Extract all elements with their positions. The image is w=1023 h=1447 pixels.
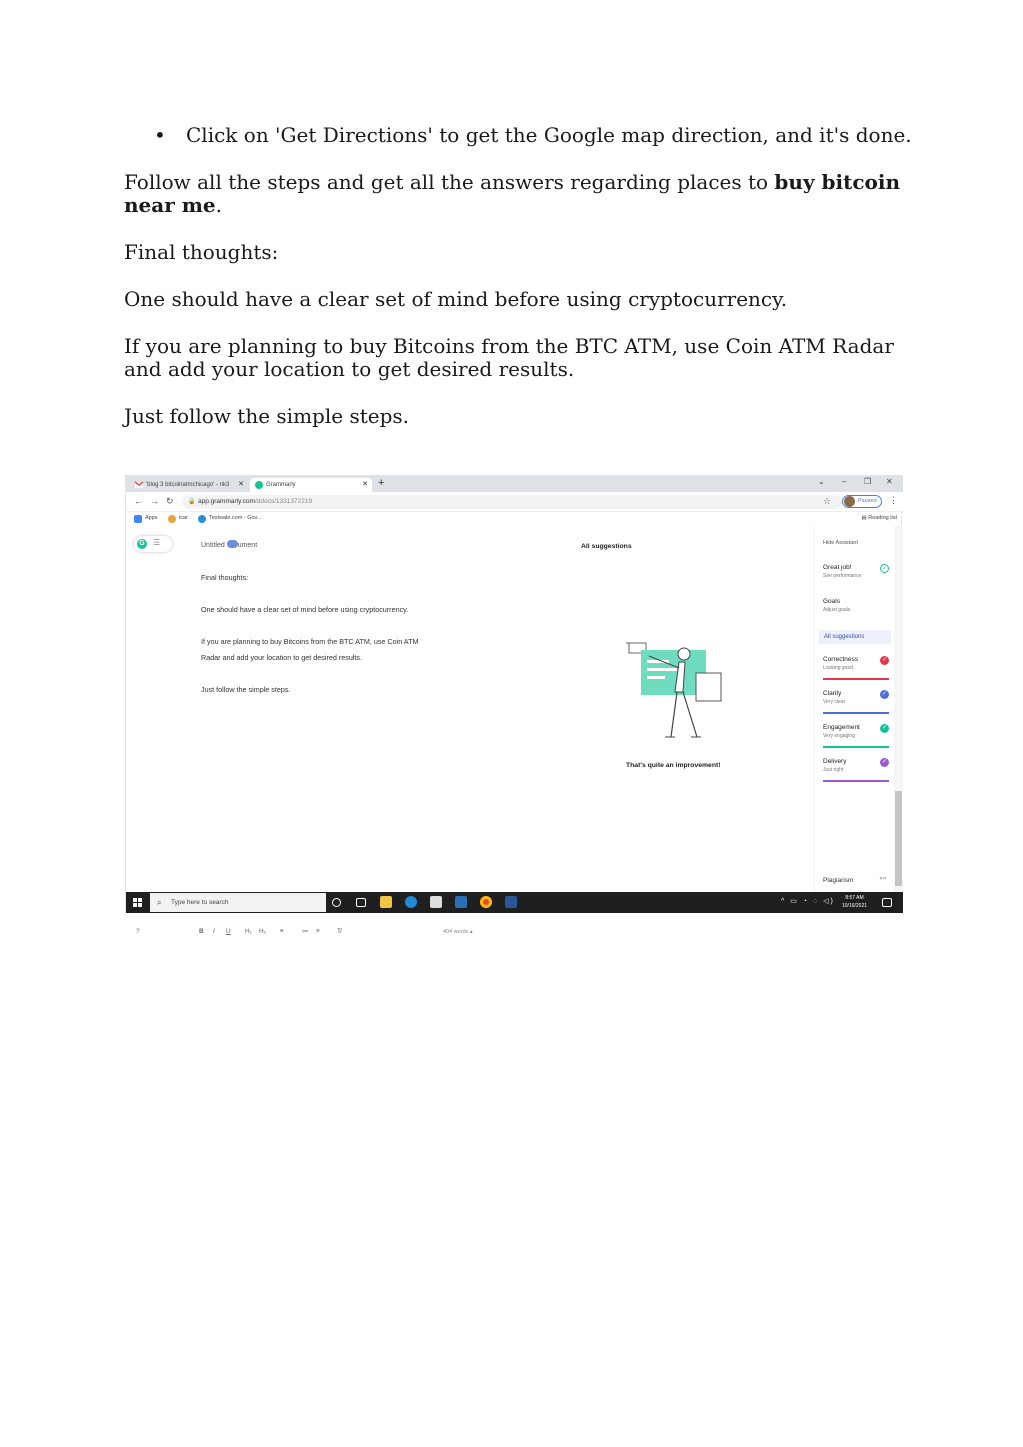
- period: .: [215, 193, 222, 217]
- store-icon[interactable]: [430, 896, 442, 908]
- clarity-bar: [823, 712, 889, 714]
- windows-taskbar: [126, 892, 903, 913]
- cursor-highlight: [227, 540, 238, 548]
- taskbar-search-input[interactable]: [150, 893, 326, 912]
- assistant-panel: [814, 526, 894, 892]
- url-host: app.grammarly.com: [198, 498, 255, 505]
- goals-title: Goals: [823, 598, 840, 605]
- plagiarism-label: Plagiarism: [823, 877, 854, 884]
- delivery-title: Delivery: [823, 758, 847, 765]
- bookmark-testwale-label: Testwale.com - Gov...: [209, 515, 262, 521]
- grammarly-icon: [255, 481, 263, 489]
- clock-time: 8:57 AM: [845, 895, 864, 901]
- close-icon[interactable]: ✕: [362, 481, 368, 488]
- ordered-list-icon[interactable]: ≔: [302, 928, 309, 935]
- more-menu-icon[interactable]: ⋮: [889, 495, 898, 505]
- mail-icon[interactable]: [455, 896, 467, 908]
- chevron-down-icon[interactable]: ⌄: [818, 477, 825, 486]
- paragraph-simple-steps: Just follow the simple steps.: [124, 404, 409, 428]
- grammarly-menu-button[interactable]: [134, 536, 172, 552]
- notifications-icon[interactable]: [882, 898, 892, 907]
- bullet-text: Click on 'Get Directions' to get the Google map direction, and it's done.: [186, 123, 912, 147]
- scrollbar-thumb[interactable]: [895, 791, 902, 886]
- bookmark-icar-label: icar: [179, 515, 188, 521]
- editor-toolbar: [126, 924, 814, 940]
- chrome-icon[interactable]: [480, 896, 492, 908]
- lock-icon: 🔒: [188, 499, 196, 505]
- editor-line[interactable]: Radar and add your location to get desired results.: [201, 653, 363, 662]
- bold-icon[interactable]: B: [199, 928, 204, 935]
- paragraph-clear-mind: One should have a clear set of mind before using cryptocurrency.: [124, 287, 788, 311]
- minimize-icon[interactable]: –: [842, 477, 847, 486]
- tab-grammarly-label: Grammarly: [266, 482, 296, 488]
- check-icon: ✓: [881, 566, 888, 572]
- check-icon: ✓: [881, 759, 888, 765]
- bookmarks-bar: [126, 512, 903, 525]
- new-tab-icon[interactable]: +: [378, 477, 385, 489]
- heading2-icon[interactable]: H₂: [259, 928, 267, 935]
- bold-keyword: buy bitcoin near me: [124, 170, 901, 217]
- great-job-item[interactable]: [823, 564, 889, 579]
- address-bar: [126, 492, 903, 512]
- tab-grammarly[interactable]: [250, 478, 372, 492]
- quote-icon: ❞❞: [879, 877, 887, 884]
- clear-format-icon[interactable]: T̸: [337, 928, 341, 935]
- correctness-item[interactable]: [823, 656, 889, 671]
- scrollbar[interactable]: [894, 526, 903, 892]
- word-icon[interactable]: [505, 896, 517, 908]
- paused-label: Paused: [858, 498, 877, 504]
- bookmark-testwale[interactable]: [198, 512, 261, 525]
- clock-date: 10/16/2021: [842, 903, 868, 909]
- hide-assistant-label: Hide Assistant: [823, 540, 858, 546]
- great-job-sub: See performance: [823, 573, 862, 579]
- underline-icon[interactable]: U: [226, 928, 231, 935]
- plagiarism-button[interactable]: [823, 876, 886, 884]
- great-job-title: Great job!: [823, 564, 852, 571]
- bookmark-icar[interactable]: [168, 512, 188, 525]
- url-input[interactable]: [182, 495, 842, 509]
- task-view-icon[interactable]: [356, 898, 366, 907]
- bullet-dot: •: [154, 123, 166, 147]
- avatar: [844, 496, 855, 507]
- editor-line[interactable]: One should have a clear set of mind before using cryptocurrency.: [201, 605, 409, 614]
- bookmark-apps-label: Apps: [145, 515, 158, 521]
- file-explorer-icon[interactable]: [380, 896, 392, 908]
- editor-line[interactable]: Just follow the simple steps.: [201, 685, 291, 694]
- correctness-title: Correctness: [823, 656, 859, 663]
- improvement-message: That's quite an improvement!: [626, 762, 721, 769]
- word-count-label: 404 words: [443, 929, 469, 935]
- editor-line[interactable]: Final thoughts:: [201, 573, 249, 582]
- heading1-icon[interactable]: H₁: [245, 928, 252, 935]
- title-part-b: ument: [237, 542, 258, 549]
- edge-icon[interactable]: [405, 896, 417, 908]
- correctness-sub: Looking good: [823, 665, 854, 671]
- reload-icon[interactable]: ↻: [166, 496, 174, 506]
- person-illustration-icon: [621, 638, 726, 743]
- window-close-icon[interactable]: ✕: [886, 477, 893, 486]
- back-icon[interactable]: ←: [134, 496, 143, 506]
- italic-icon[interactable]: I: [213, 928, 215, 935]
- restore-icon[interactable]: ❐: [864, 477, 872, 486]
- tab-gmail-label: 'blog 3 bitcoinatmchicago' - nk3: [146, 482, 230, 488]
- engagement-title: Engagement: [823, 724, 860, 731]
- hamburger-icon: ☰: [153, 538, 161, 547]
- paragraph-follow-steps: [124, 171, 904, 217]
- delivery-bar: [823, 780, 889, 782]
- all-suggestions-heading: All suggestions: [581, 543, 632, 550]
- delivery-item[interactable]: [823, 758, 889, 773]
- icar-icon: [168, 515, 176, 523]
- bookmark-star-icon[interactable]: ☆: [823, 496, 832, 506]
- clarity-title: Clarity: [823, 690, 842, 697]
- apps-grid-icon: [134, 515, 142, 523]
- search-placeholder: Type here to search: [171, 899, 229, 906]
- paragraph-btc-atm: If you are planning to buy Bitcoins from the BTC ATM, use Coin ATM Radar and add your location to get desired results.: [124, 334, 894, 381]
- reading-list-icon: ▤: [861, 515, 869, 521]
- clarity-sub: Very clear: [823, 699, 846, 705]
- close-icon[interactable]: ✕: [238, 481, 244, 488]
- engagement-item[interactable]: [823, 724, 889, 739]
- document-title[interactable]: [201, 540, 257, 549]
- url-path: /ddocs/1331372219: [254, 498, 313, 505]
- link-icon[interactable]: ⚭: [279, 928, 285, 935]
- editor-line[interactable]: If you are planning to buy Bitcoins from the BTC ATM, use Coin ATM: [201, 637, 419, 646]
- check-icon: ✓: [881, 725, 888, 731]
- goals-item[interactable]: [823, 598, 889, 613]
- windows-start-icon[interactable]: [133, 898, 142, 907]
- browser-tab-bar: [126, 476, 903, 492]
- grammarly-logo-icon: G: [137, 539, 147, 549]
- engagement-sub: Very engaging: [823, 733, 855, 739]
- forward-icon[interactable]: →: [150, 496, 159, 506]
- testwale-icon: [198, 515, 206, 523]
- correctness-bar: [823, 678, 889, 680]
- bullet-list-icon[interactable]: ≡: [316, 928, 320, 935]
- search-icon: ⌕: [157, 898, 162, 907]
- follow-steps-text: Follow all the steps and get all the answers regarding places to: [124, 170, 775, 194]
- clarity-item[interactable]: [823, 690, 889, 705]
- delivery-sub: Just right: [823, 767, 844, 773]
- goals-sub: Adjust goals: [823, 607, 851, 613]
- taskbar-clock[interactable]: [842, 894, 867, 910]
- word-count[interactable]: 404 words ▴: [443, 929, 473, 935]
- title-part-a: Untitled: [201, 542, 227, 549]
- help-icon[interactable]: ?: [136, 928, 140, 935]
- gmail-icon: [135, 481, 143, 489]
- reading-list-label: Reading list: [868, 515, 897, 521]
- profile-paused-button[interactable]: [842, 495, 882, 508]
- system-tray-icons[interactable]: ^ ▭ ◔ ◌ ◁): [781, 898, 835, 905]
- reading-list-button[interactable]: [862, 512, 897, 525]
- bookmark-apps[interactable]: [134, 512, 158, 525]
- paragraph-final-thoughts: Final thoughts:: [124, 240, 279, 264]
- hide-assistant-button[interactable]: [823, 540, 858, 546]
- tab-gmail[interactable]: [130, 478, 248, 492]
- engagement-bar: [823, 746, 889, 748]
- check-icon: ✓: [881, 657, 888, 663]
- cortana-icon[interactable]: [332, 898, 341, 907]
- check-icon: ✓: [881, 691, 888, 697]
- embedded-screenshot: [125, 475, 902, 935]
- all-suggestions-tab[interactable]: All suggestions: [819, 630, 891, 644]
